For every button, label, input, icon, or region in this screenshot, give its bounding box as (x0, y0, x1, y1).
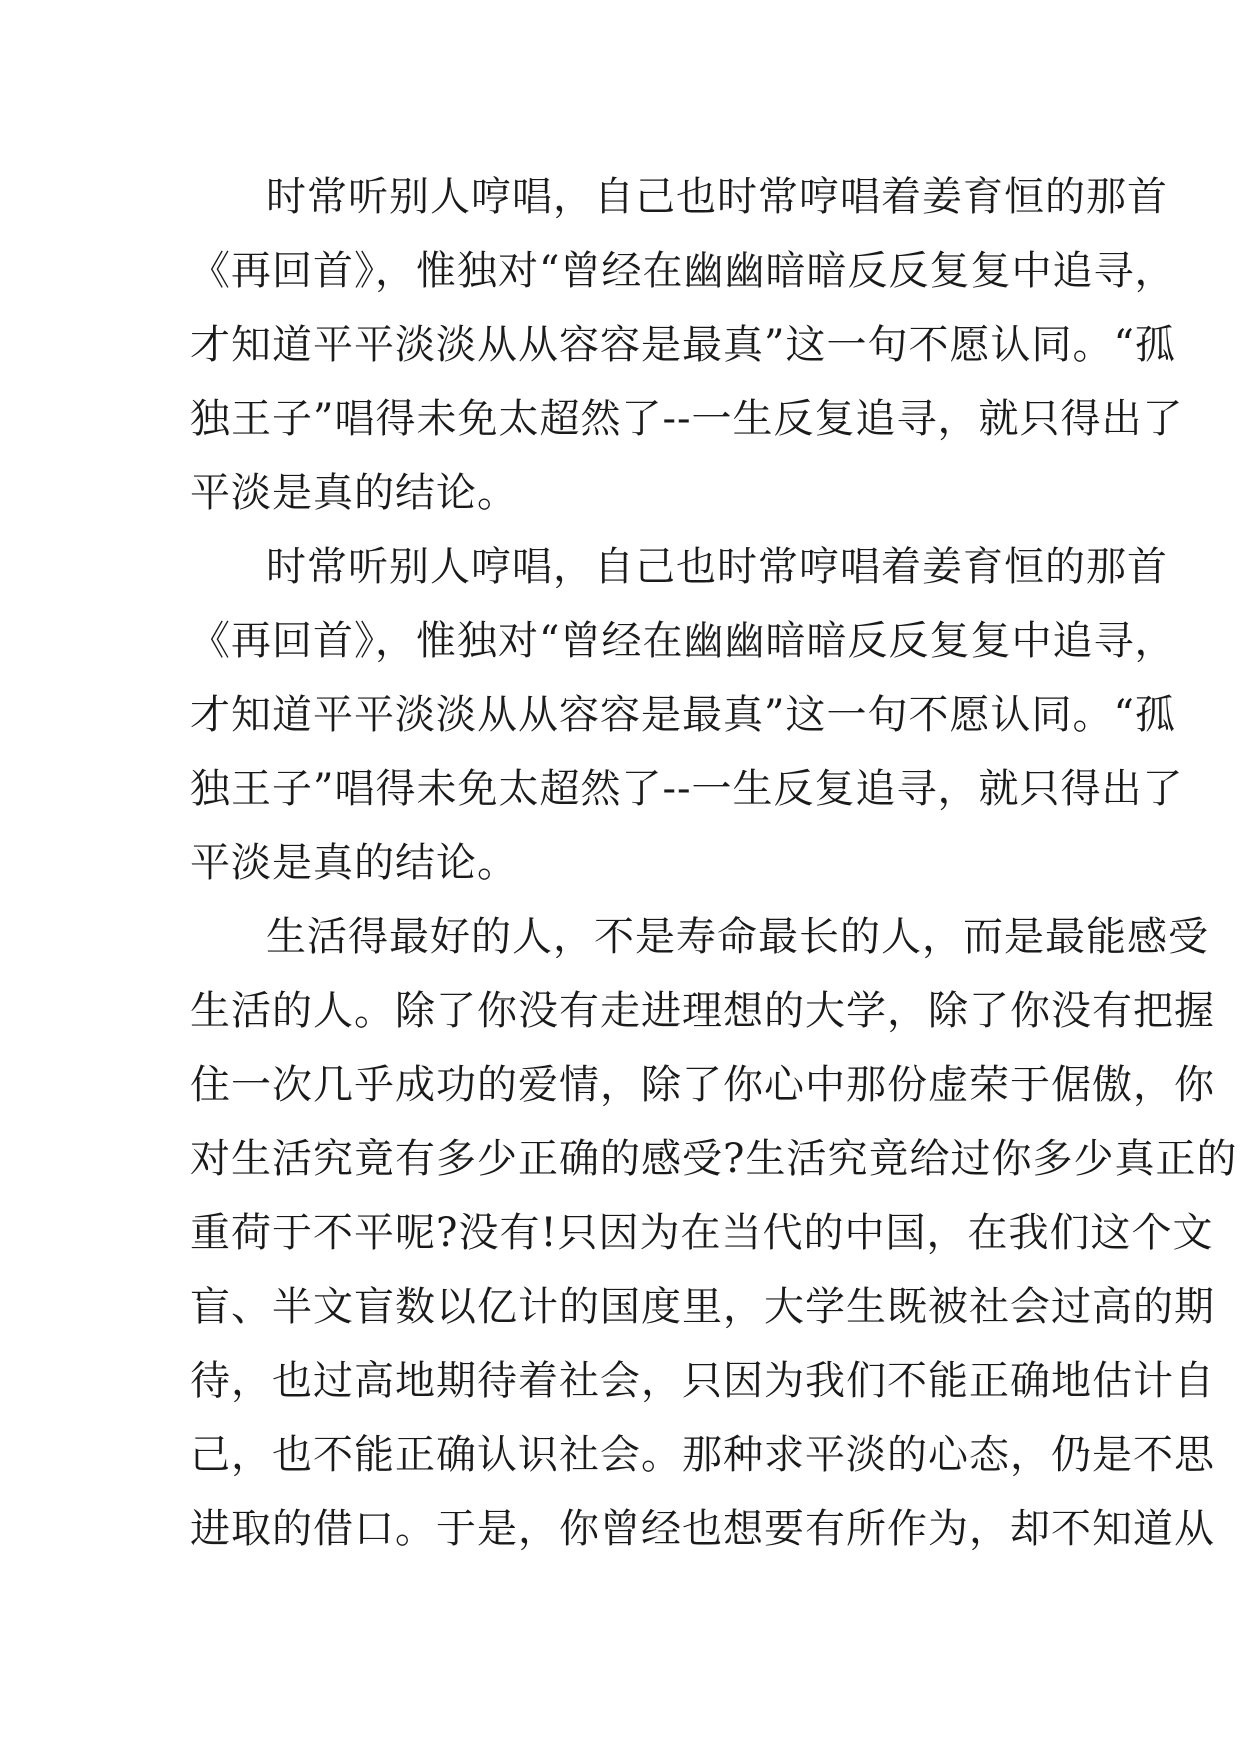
paragraph-2-line-2: 《再回首》，惟独对“曾经在幽幽暗暗反反复复中追寻， (190, 618, 1176, 664)
paragraph-3-line-1: 生活得最好的人，不是寿命最长的人，而是最能感受 (266, 914, 1209, 960)
paragraph-1-line-2: 《再回首》，惟独对“曾经在幽幽暗暗反反复复中追寻， (190, 248, 1176, 294)
paragraph-1-line-3: 才知道平平淡淡从从容容是最真”这一句不愿认同。“孤 (190, 322, 1176, 368)
paragraph-3-line-6: 盲、半文盲数以亿计的国度里，大学生既被社会过高的期 (190, 1284, 1215, 1330)
paragraph-2-line-3: 才知道平平淡淡从从容容是最真”这一句不愿认同。“孤 (190, 692, 1176, 738)
paragraph-3-line-9: 进取的借口。于是，你曾经也想要有所作为，却不知道从 (190, 1506, 1215, 1552)
paragraph-1-line-5: 平淡是真的结论。 (190, 470, 518, 516)
paragraph-3-line-7: 待，也过高地期待着社会，只因为我们不能正确地估计自 (190, 1358, 1215, 1404)
paragraph-3-line-3: 住一次几乎成功的爱情，除了你心中那份虚荣于倨傲，你 (190, 1062, 1215, 1108)
paragraph-2-line-4: 独王子”唱得未免太超然了--一生反复追寻，就只得出了 (190, 766, 1184, 812)
paragraph-2-line-1: 时常听别人哼唱，自己也时常哼唱着姜育恒的那首 (266, 544, 1168, 590)
paragraph-3-line-2: 生活的人。除了你没有走进理想的大学，除了你没有把握 (190, 988, 1215, 1034)
paragraph-2-line-5: 平淡是真的结论。 (190, 840, 518, 886)
paragraph-3-line-5: 重荷于不平呢?没有!只因为在当代的中国，在我们这个文 (190, 1210, 1214, 1256)
paragraph-3-line-8: 己，也不能正确认识社会。那种求平淡的心态，仍是不思 (190, 1432, 1215, 1478)
body-text (190, 160, 1238, 1566)
paragraph-3-line-4: 对生活究竟有多少正确的感受?生活究竟给过你多少真正的 (190, 1136, 1238, 1182)
paragraph-1-line-1: 时常听别人哼唱，自己也时常哼唱着姜育恒的那首 (266, 174, 1168, 220)
paragraph-1-line-4: 独王子”唱得未免太超然了--一生反复追寻，就只得出了 (190, 396, 1184, 442)
